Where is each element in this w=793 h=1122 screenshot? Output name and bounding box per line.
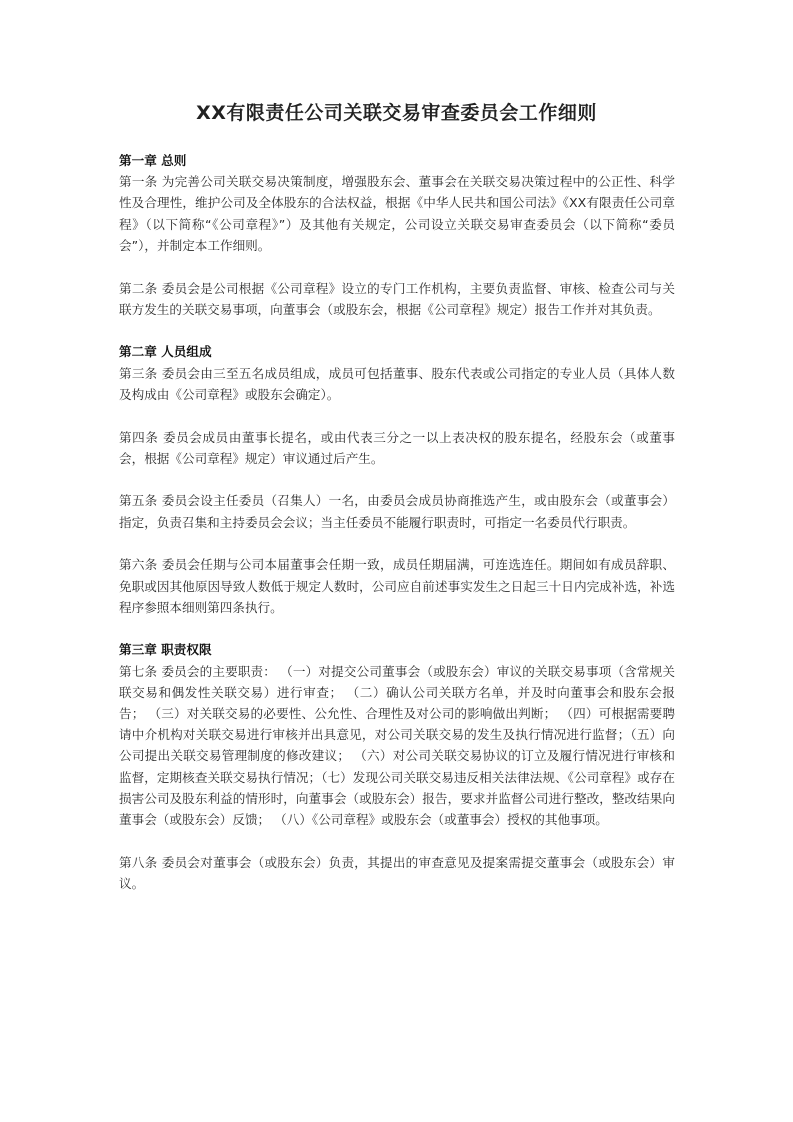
document-title: XX有限责任公司关联交易审查委员会工作细则 <box>196 102 597 124</box>
article-4: 第四条 委员会成员由董事长提名，或由代表三分之一以上表决权的股东提名，经股东会（或董事会，根据《公司章程》规定）审议通过后产生。 <box>119 429 675 466</box>
document-body <box>119 150 675 894</box>
chapter-heading: 第一章 总则 <box>119 153 187 168</box>
article-2: 第二条 委员会是公司根据《公司章程》设立的专门工作机构，主要负责监督、审核、检查公司与关联方发生的关联交易事项，向董事会（或股东会，根据《公司章程》规定）报告工作并对其负责。 <box>119 280 675 317</box>
chapter-3 <box>119 639 675 894</box>
article-5: 第五条 委员会设主任委员（召集人）一名，由委员会成员协商推选产生，或由股东会（或董事会）指定，负责召集和主持委员会会议；当主任委员不能履行职责时，可指定一名委员代行职责。 <box>119 493 675 530</box>
article-6: 第六条 委员会任期与公司本届董事会任期一致，成员任期届满，可连选连任。期间如有成员辞职、免职或因其他原因导致人数低于规定人数时，公司应自前述事实发生之日起三十日内完成补选，补选程序参照本细则第四条执行。 <box>119 557 675 615</box>
article-7: 第七条 委员会的主要职责： （一）对提交公司董事会（或股东会）审议的关联交易事项（含常规关联交易和偶发性关联交易）进行审查； （二）确认公司关联方名单，并及时向董事会和股东会报告； （三）对关联交易的必要性、公允性、合理性及对公司的影响做出判断； （四）可根据需要聘请中介机构对关联交易进行审核并出具意见，对公司关联交易的发生及执行情况进行监督；（五）向公司提出关联交易管理制度的修改建议； （六）对公司关联交易协议的订立及履行情况进行审核和监督，定期核查关联交易执行情况；（七）发现公司关联交易违反相关法律法规、《公司章程》或存在损害公司及股东利益的情形时，向董事会（或股东会）报告，要求并监督公司进行整改，整改结果向董事会（或股东会）反馈； （八）《公司章程》或股东会（或董事会）授权的其他事项。 <box>119 663 675 828</box>
article-3: 第三条 委员会由三至五名成员组成，成员可包括董事、股东代表或公司指定的专业人员（具体人数及构成由《公司章程》或股东会确定）。 <box>119 365 675 402</box>
article-1: 第一条 为完善公司关联交易决策制度，增强股东会、董事会在关联交易决策过程中的公正性、科学性及合理性，维护公司及全体股东的合法权益，根据《中华人民共和国公司法》《XX有限责任公司章程》（以下简称“《公司章程》”）及其他有关规定，公司设立关联交易审查委员会（以下简称“委员会”），并制定本工作细则。 <box>119 174 675 253</box>
chapter-heading: 第二章 人员组成 <box>119 344 212 360</box>
article-8: 第八条 委员会对董事会（或股东会）负责，其提出的审查意见及提案需提交董事会（或股东会）审议。 <box>119 854 675 891</box>
chapter-1 <box>119 150 675 320</box>
chapter-2 <box>119 341 675 618</box>
chapter-heading: 第三章 职责权限 <box>119 642 212 658</box>
